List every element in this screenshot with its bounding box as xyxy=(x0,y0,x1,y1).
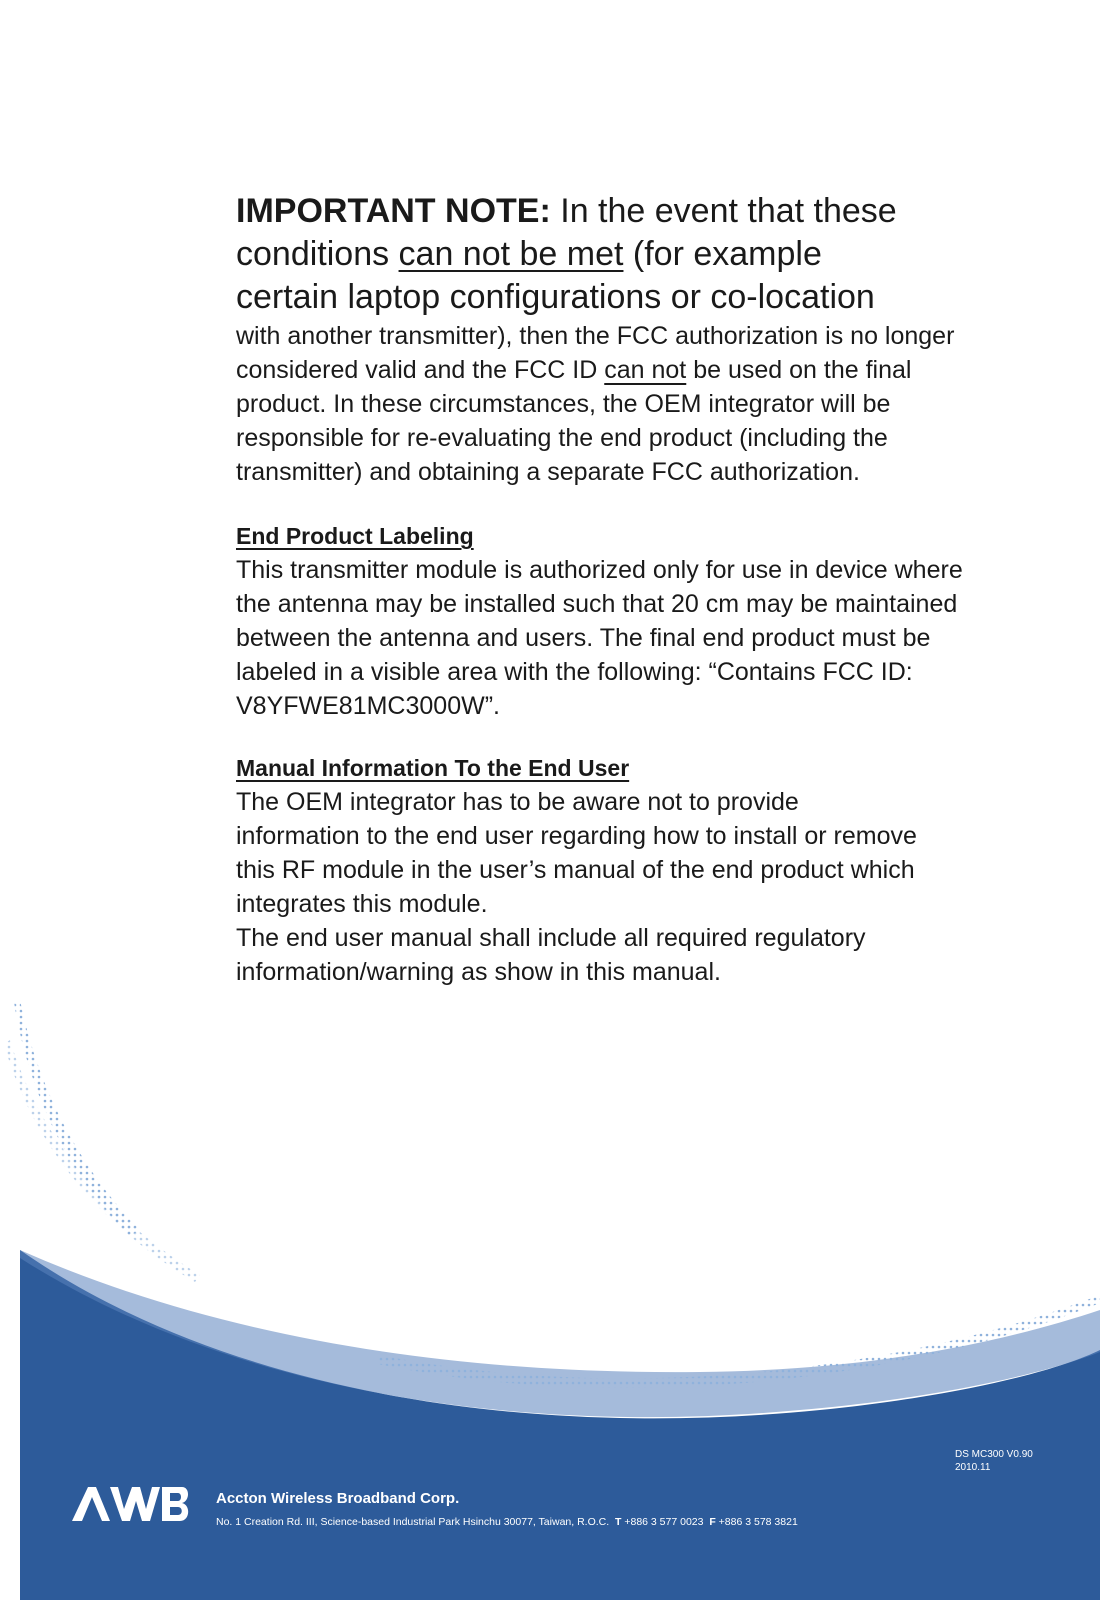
tel-label: T xyxy=(615,1516,622,1528)
tel-number: +886 3 577 0023 xyxy=(624,1516,704,1528)
document-reference xyxy=(955,1448,1033,1474)
end-product-labeling-heading: End Product Labeling xyxy=(236,523,474,549)
important-line2-post: (for example xyxy=(623,235,822,273)
manual-information-heading: Manual Information To the End User xyxy=(236,755,630,781)
important-note-heading xyxy=(236,190,1076,319)
address-text: No. 1 Creation Rd. III, Science-based Industrial Park Hsinchu 30077, Taiwan, R.O.C. xyxy=(216,1516,610,1528)
important-line2-underline: can not be met xyxy=(398,235,624,273)
important-para-post: be used on the final product. In these circumstances, the OEM integrator will be responsible for re-evaluating the end product (including the transmitter) and obtaining a separate FCC authorization. xyxy=(236,356,912,486)
important-note-label: IMPORTANT NOTE: xyxy=(236,192,551,230)
company-address xyxy=(216,1516,798,1528)
document-body xyxy=(236,190,1076,989)
important-line1: In the event that these xyxy=(550,192,897,230)
important-para-underline: can not xyxy=(604,356,687,384)
company-name: Accton Wireless Broadband Corp. xyxy=(216,1490,460,1507)
dotted-arc-left xyxy=(14,1000,140,1236)
important-line3: certain laptop configurations or co-location xyxy=(236,278,875,316)
important-paragraph xyxy=(236,319,956,489)
manual-regulatory-text: The end user manual shall include all required regulatory information/warning as show in this manual. xyxy=(236,924,866,986)
important-line2-pre: conditions xyxy=(236,235,399,273)
document-id: DS MC300 V0.90 xyxy=(955,1449,1033,1460)
fax-number: +886 3 578 3821 xyxy=(718,1516,798,1528)
awb-logo-icon xyxy=(70,1483,190,1523)
fax-label: F xyxy=(709,1516,716,1528)
end-product-labeling-text: This transmitter module is authorized only for use in device where the antenna may be installed such that 20 cm may be maintained between the antenna and users. The final end product must be labeled in a visible area with the following: “Contains FCC ID: V8YFWE81MC3000W”. xyxy=(236,556,963,720)
footer-blue-band xyxy=(20,1250,1100,1600)
document-date: 2010.11 xyxy=(955,1462,991,1473)
important-para-pre: with another transmitter), then the FCC authorization is no longer considered valid and the FCC ID xyxy=(236,322,955,384)
manual-information-text: The OEM integrator has to be aware not to provide information to the end user regarding how to install or remove this RF module in the user’s manual of the end product which integrates this module. xyxy=(236,788,917,918)
